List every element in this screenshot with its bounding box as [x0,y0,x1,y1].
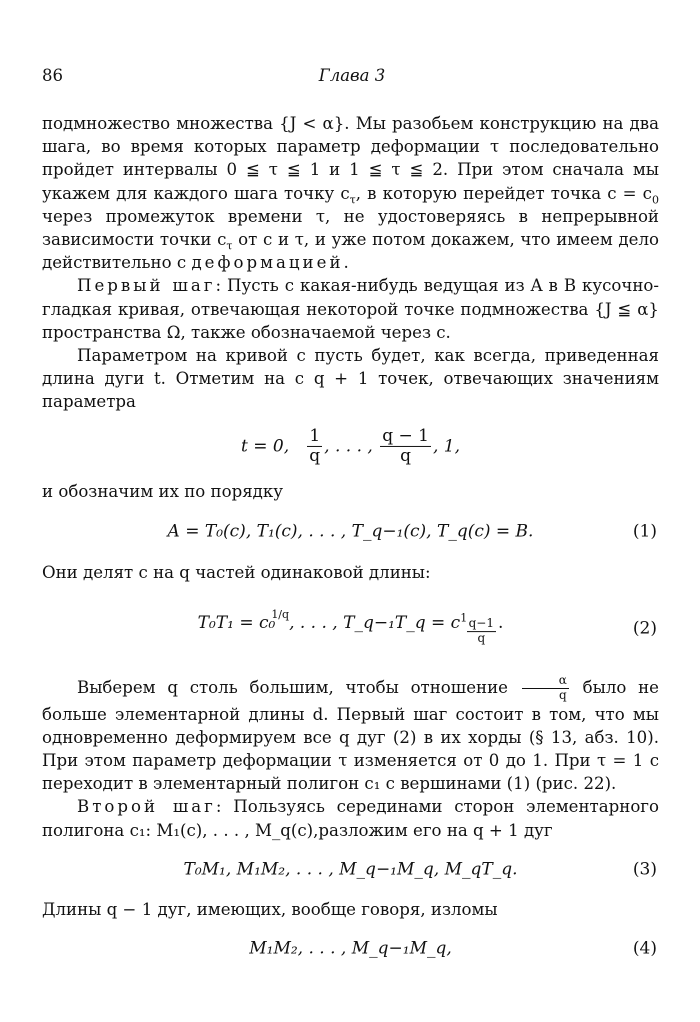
chapter-title: Глава 3 [318,66,386,85]
equation-number-2: (2) [632,618,657,639]
equation-number-1: (1) [632,521,657,542]
paragraph-first-step: Первый шаг: Пусть c какая-нибудь ведущая из A в B кусочно-гладкая кривая, отвечающая некоторой точке подмножества {J ≦ α} пространства Ω, также обозначаемой через c. [42,276,660,342]
spaced-term-first-step: Первый шаг [77,276,216,296]
spaced-term-second-step: Второй шаг [77,797,216,817]
page-body [42,112,659,977]
equation-2: T₀T₁ = c₀1/q, . . . , T_q−₁T_q = $c^1$ $\frac{q-1}{q}$ . (2) [197,608,657,646]
paragraph-divide: Они делят c на q частей одинаковой длины: [42,562,431,582]
equation-t-values: t = 0, $\frac{1}{q}$ , . . . , $\frac{q - 1}{q}$ , 1, [241,425,460,467]
paragraph-denote: и обозначим их по порядку [42,481,284,501]
paragraph-intro: подмножество множества {J < α}. Мы разобьем конструкцию на два шага, во время которых параметр деформации τ последовательно пройдет интервалы 0 ≦ τ ≦ 1 и 1 ≦ τ ≦ 2. При этом сначала мы укажем для каждого шага точку $c_\tau$, в которую перейдет точка $c = c_0$ через промежуток времени τ, не удостоверяясь в непрерывной зависимости точки $c_\tau$ от c и τ, и уже потом докажем, что имеем дело действительно c деформацией. [42,114,660,273]
equation-1: A = T₀(c), T₁(c), . . . , T_q−₁(c), T_q(c) = B. (1) [42,503,659,561]
equation-4: M₁M₂, . . . , M_q−₁M_q, (4) [42,921,659,977]
fraction-alpha-over-q: $\frac{\alpha}{q}$ [522,674,569,703]
equation-number-3: (3) [632,859,657,880]
page-header [42,66,662,90]
fraction-q-minus-1-over-q-subscript: $\frac{q-1}{q}$ [468,616,494,646]
spaced-term-deformation: деформацией [191,253,344,273]
equation-number-4: (4) [632,938,657,959]
fraction-1-over-q: $\frac{1}{q}$ [309,425,321,467]
paragraph-choose-q: Выберем q столь большим, чтобы отношение $\frac{\alpha}{q}$ было не больше элементарной длины d. Первый шаг состоит в том, что мы одновременно деформируем все q дуг (2) в их хорды (§ 13, абз. 10). При этом параметр деформации τ изменяется от 0 до 1. При τ = 1 c переходит в элементарный полигон c₁ с вершинами (1) (рис. 22). [42,673,659,794]
equation-3: T₀M₁, M₁M₂, . . . , M_q−₁M_q, M_qT_q. (3) [42,842,659,898]
paragraph-parameter: Параметром на кривой c пусть будет, как всегда, приведенная длина дуги t. Отметим на c q + 1 точек, отвечающих значениям параметра [42,346,659,412]
paragraph-second-step: Второй шаг: Пользуясь серединами сторон элементарного полигона c₁: M₁(c), . . . , M_q(c),разложим его на q + 1 дуг [42,797,659,840]
fraction-q-minus-1-over-q: $\frac{q - 1}{q}$ [382,425,429,467]
paragraph-lengths: Длины q − 1 дуг, имеющих, вообще говоря, изломы [42,899,498,919]
page-number: 86 [42,66,63,85]
